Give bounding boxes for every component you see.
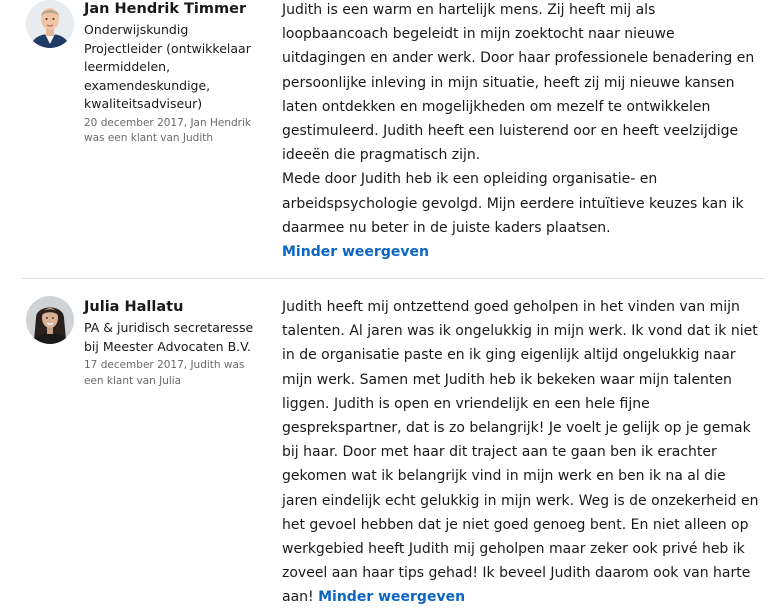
avatar[interactable] <box>26 0 74 48</box>
recommender-headline: Onderwijskundig Projectleider (ontwikkelaar leermiddelen, examendeskundige, kwaliteitsadviseur) <box>84 22 251 111</box>
recommender-info <box>84 0 264 147</box>
recommendation-item <box>0 0 770 278</box>
recommendation-date: 17 december 2017, Judith was een klant van Julia <box>84 359 245 387</box>
avatar[interactable] <box>26 296 74 344</box>
recommendation-paragraph <box>282 295 760 610</box>
recommendation-text <box>282 295 760 610</box>
recommendation-item <box>0 279 770 605</box>
person-photo-woman-icon <box>26 296 74 344</box>
recommender-headline: PA & juridisch secretaresse bij Meester Advocaten B.V. <box>84 320 254 354</box>
recommendation-paragraph: Judith is een warm en hartelijk mens. Zij heeft mij als loopbaancoach begeleidt in mijn zoektocht naar nieuwe uitdagingen en ander werk. Door haar professionele benadering en persoonlijke inleving in mijn situatie, heeft zij mij nieuwe kansen laten ontdekken en mogelijkheden om mezelf te ontwikkelen gestimuleerd. Judith heeft een luisterend oor en heeft veelzijdige ideeën die pragmatisch zijn. <box>282 2 755 164</box>
recommender-name[interactable]: Jan Hendrik Timmer <box>84 1 247 17</box>
show-less-link[interactable]: Minder weergeven <box>282 244 429 261</box>
recommendation-paragraph-text: Judith heeft mij ontzettend goed geholpen in het vinden van mijn talenten. Al jaren was ik ongelukkig in mijn werk. Ik vond dat ik niet in de organisatie paste en ik ging eigenlijk altijd ongelukkig naar mijn werk. Samen met Judith heb ik bekeken waar mijn talenten liggen. Judith is open en vriendelijk en een hele fijne gesprekspartner, dat is zo belangrijk! Je voelt je gelijk op je gemak bij haar. Door met haar dit traject aan te gaan ben ik erachter gekomen wat ik belangrijk vind in mijn werk en ben ik na al die jaren eindelijk echt gelukkig in mijn werk. Weg is de onzekerheid en het gevoel hebben dat je niet goed genoeg bent. En niet alleen op werkgebied heeft Judith mij geholpen maar zeker ook privé heb ik zoveel aan haar tips gehad! Ik beveel Judith daarom ook van harte aan! <box>282 299 759 606</box>
recommender-name[interactable]: Julia Hallatu <box>84 299 184 315</box>
person-photo-man-icon <box>26 0 74 48</box>
recommendation-text <box>282 0 760 264</box>
recommender-info <box>84 296 264 389</box>
recommendation-date: 20 december 2017, Jan Hendrik was een klant van Judith <box>84 116 251 144</box>
show-less-link[interactable]: Minder weergeven <box>318 589 466 606</box>
recommendation-paragraph: Mede door Judith heb ik een opleiding organisatie- en arbeidspsychologie gevolgd. Mijn eerdere intuïtieve keuzes kan ik daarmee nu beter in de juiste kaders plaatsen. <box>282 171 744 236</box>
